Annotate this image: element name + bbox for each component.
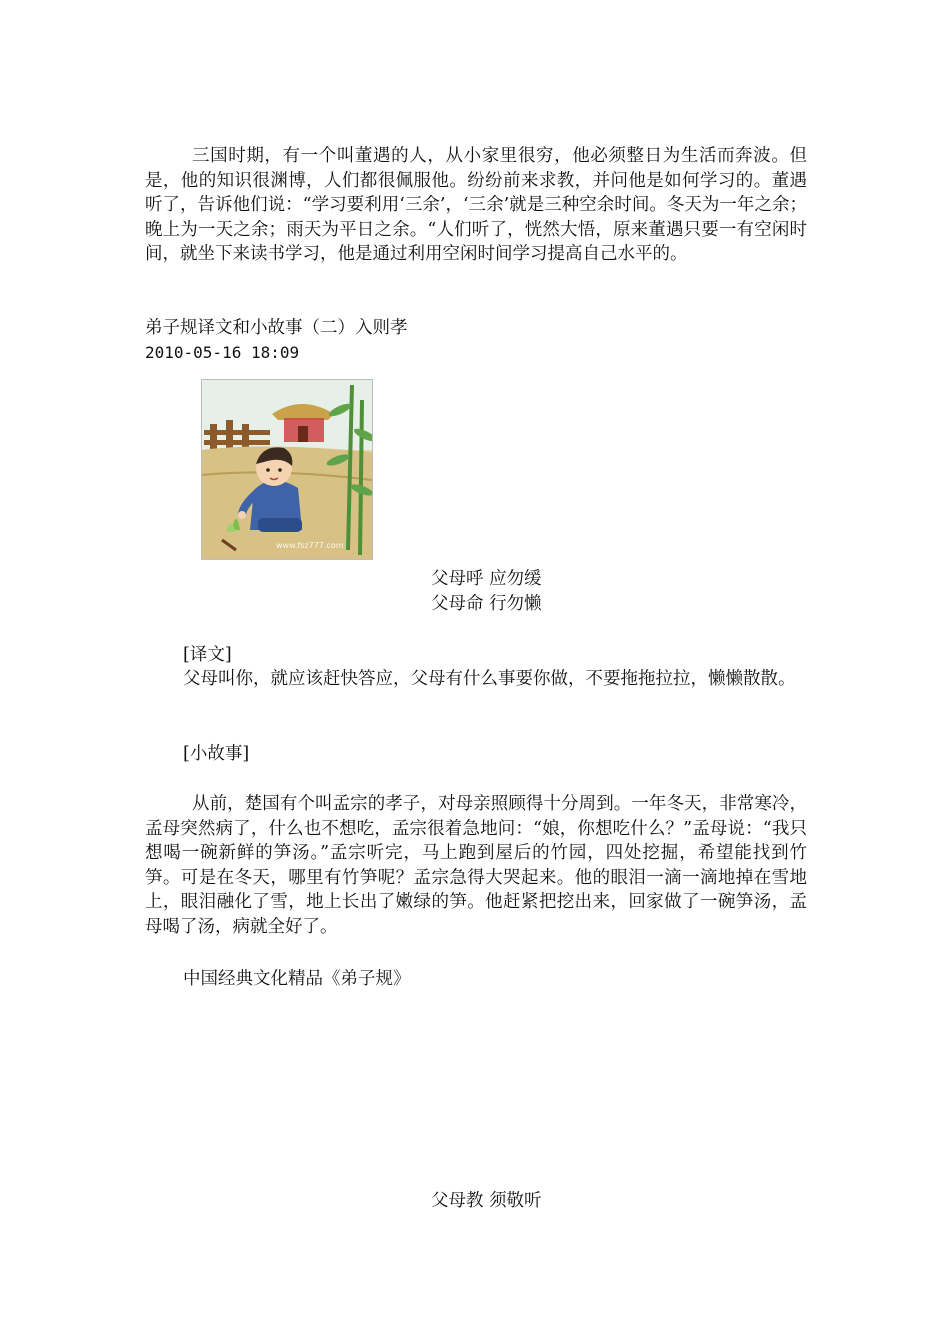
- translation-paragraph: 父母叫你，就应该赶快答应，父母有什么事要你做，不要拖拖拉拉，懒懒散散。: [183, 669, 796, 689]
- story-meng-zong-paragraph: 从前，楚国有个叫孟宗的孝子，对母亲照顾得十分周到。一年冬天，非常寒冷，孟母突然病了，什么也不想吃，孟宗很着急地问：“娘，你想吃什么？”孟母说：“我只想喝一碗新鲜的笋汤。”孟宗听完，马上跑到屋后的竹园，四处挖掘，希望能找到竹笋。可是在冬天，哪里有竹笋呢？孟宗急得大哭起来。他的眼泪一滴一滴地掉在雪地上，眼泪融化了雪，地上长出了嫩绿的笋。他赶紧把挖出来，回家做了一碗笋汤，孟母喝了汤，病就全好了。: [145, 794, 807, 937]
- book-title-note: 中国经典文化精品《弟子规》: [183, 969, 411, 989]
- translation-heading: [译文]: [183, 645, 232, 665]
- story-heading: [小故事]: [183, 744, 250, 764]
- verse-2-line-1: 父母教 须敬听: [431, 1191, 542, 1211]
- story-dong-yu-paragraph: 三国时期，有一个叫董遇的人，从小家里很穷，他必须整日为生活而奔波。但是，他的知识很渊博，人们都很佩服他。纷纷前来求教，并问他是如何学习的。董遇听了，告诉他们说：“学习要利用‘三余’，‘三余’就是三种空余时间。冬天为一年之余；晚上为一天之余；雨天为平日之余。“人们听了，恍然大悟，原来董遇只要一有空闲时间，就坐下来读书学习，他是通过利用空闲时间学习提高自己水平的。: [145, 146, 807, 264]
- post-timestamp: 2010-05-16 18:09: [145, 343, 300, 362]
- verse-line-2: 父母命 行勿懒: [431, 594, 542, 614]
- illustration-watermark: www.fsz777.com: [276, 541, 344, 550]
- illustration-drawing: [202, 380, 372, 559]
- verse-line-1: 父母呼 应勿缓: [431, 569, 542, 589]
- post-title: 弟子规译文和小故事（二）入则孝: [145, 318, 408, 338]
- story-illustration: [201, 379, 373, 560]
